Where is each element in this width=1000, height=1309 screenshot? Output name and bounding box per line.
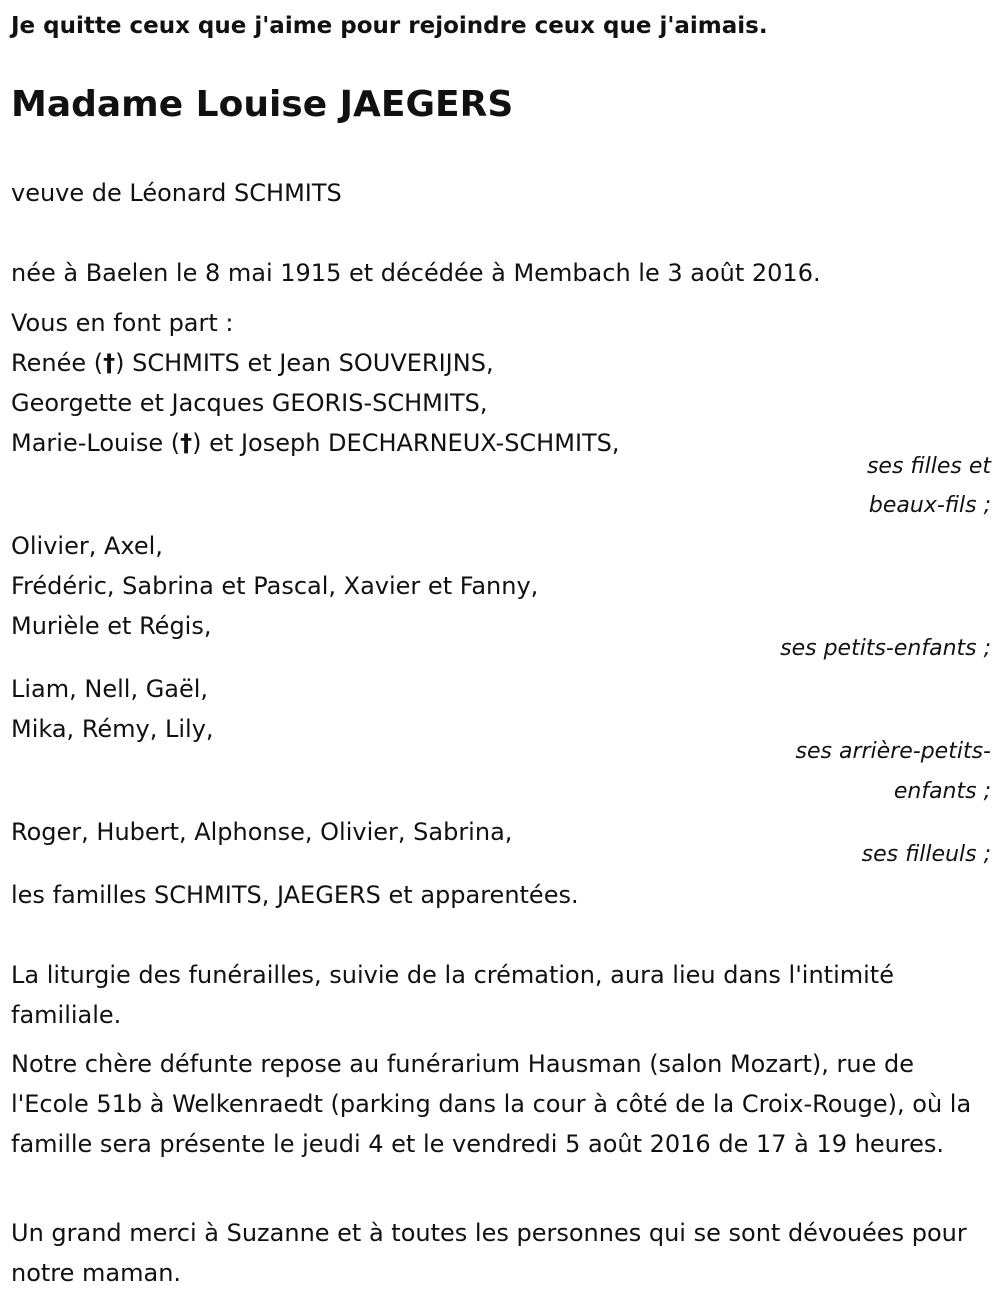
- great-grandchildren-relation-2: enfants ;: [893, 779, 991, 804]
- announcement-intro: Vous en font part :: [11, 309, 234, 337]
- daughters-line-3-a: Marie-Louise (: [11, 429, 181, 457]
- deceased-name: Madame Louise JAEGERS: [11, 84, 514, 125]
- epigraph: Je quitte ceux que j'aime pour rejoindre ceux que j'aimais.: [11, 13, 768, 39]
- godchildren-relation: ses filleuls ;: [861, 842, 991, 867]
- funeral-paragraph: La liturgie des funérailles, suivie de la crémation, aura lieu dans l'intimité familiale.: [11, 961, 894, 1029]
- godchildren-line-1: Roger, Hubert, Alphonse, Olivier, Sabrina,: [11, 818, 513, 846]
- daughters-line-2: Georgette et Jacques GEORIS-SCHMITS,: [11, 389, 488, 417]
- great-grandchildren-relation-1: ses arrière-petits-: [795, 739, 991, 764]
- daughters-line-1-a: Renée (: [11, 349, 104, 377]
- viewing-paragraph: Notre chère défunte repose au funérarium Hausman (salon Mozart), rue de l'Ecole 51b à Welkenraedt (parking dans la cour à côté de la Croix-Rouge), où la famille sera présente le jeudi 4 et le vendredi 5 août 2016 de 17 à 19 heures.: [11, 1050, 972, 1158]
- daughters-line-3-b: ) et Joseph DECHARNEUX-SCHMITS,: [192, 429, 620, 457]
- cross-icon: †: [180, 429, 193, 457]
- daughters-relation-1: ses filles et: [866, 454, 991, 479]
- grandchildren-line-1: Olivier, Axel,: [11, 532, 163, 560]
- daughters-line-1-b: ) SCHMITS et Jean SOUVERIJNS,: [115, 349, 494, 377]
- birth-death: née à Baelen le 8 mai 1915 et décédée à Membach le 3 août 2016.: [11, 259, 821, 287]
- widow-of: veuve de Léonard SCHMITS: [11, 179, 342, 207]
- daughters-relation-2: beaux-fils ;: [868, 493, 991, 518]
- grandchildren-relation: ses petits-enfants ;: [780, 636, 991, 661]
- cross-icon: †: [103, 349, 116, 377]
- daughters-line-1: [11, 348, 494, 378]
- thanks-paragraph: Un grand merci à Suzanne et à toutes les personnes qui se sont dévouées pour notre maman.: [11, 1219, 967, 1287]
- daughters-line-3: [11, 428, 620, 458]
- great-grandchildren-line-2: Mika, Rémy, Lily,: [11, 715, 214, 743]
- great-grandchildren-line-1: Liam, Nell, Gaël,: [11, 675, 209, 703]
- grandchildren-line-2: Frédéric, Sabrina et Pascal, Xavier et Fanny,: [11, 572, 539, 600]
- families-line: les familles SCHMITS, JAEGERS et apparentées.: [11, 881, 579, 909]
- grandchildren-line-3: Murièle et Régis,: [11, 612, 212, 640]
